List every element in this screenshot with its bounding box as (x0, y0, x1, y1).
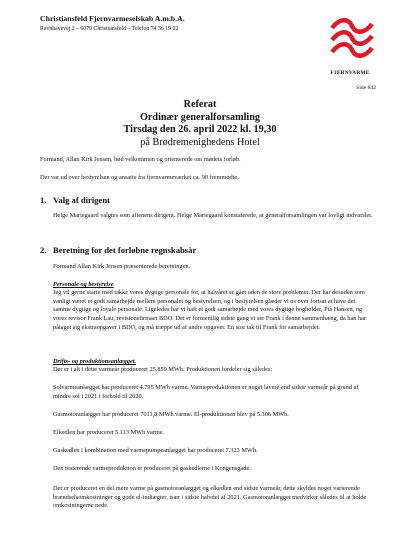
intro-paragraph-1: Formand, Allan Kirk Jensen, bød velkommen og orienterede om mødets forløb. (40, 156, 241, 163)
section-1-text: Helge Mariegaard valgtes som aftenens dirigent. Helge Mariegaard konstaterede, at generalforsamlingen var lovligt indvarslet. (53, 212, 373, 219)
intro-paragraph-2: Der var ud over bestyrelsen og ansatte fra fjernvarmeværket ca. 90 fremmødte. (40, 174, 239, 181)
section-2-title: Beretning for det forløbne regnskabsår (53, 245, 197, 255)
personale-text: Jeg vil gerne starte med takke vores dygtige personale for, at halvåret er gået uden de store problemer. Der har desuden som vanligt været et godt samarbejde mellem personalet og bestyrelsen, og i bestyrelsen glæder vi os over fortsat at have det samme dygtige og loyale personale. Ligeledes har vi haft et godt samarbejde med vores dygtige bogholder, Pia Hansen, og vores revisor Frank Lau, revisionsfirmaet BDO. Det er formentlig sidste gang vi ser Frank i denne sammenhæng, da han har påtaget sig ekstraopgaver i BDO, og må træppe ud af andre opgaver. En stor tak til Frank for samarbejdet. (53, 289, 367, 331)
title-meeting: Ordinær generalforsamling (139, 111, 261, 123)
title-date: Tirsdag den 26. april 2022 kl. 19,30 (123, 124, 277, 135)
section-1-number: 1. (40, 195, 47, 205)
section-2-intro: Formand Allan Kirk Jensen præsenterede beretningen. (53, 263, 191, 270)
subheading-personale: Personale og bestyrelse (53, 281, 114, 288)
drift-text: Der er i alt i dette varmeår produceret 25.859 MWh. Produktionen fordeler sig således: (53, 366, 273, 373)
gasmotor-paragraph: Gasmotoranlægget har produceret 7011,8 MWh varme. El-produktionen blev på 5.306 MWh. (53, 411, 289, 418)
company-name: Christiansfeld Fjernvarmeselskab A.m.b.A. (40, 14, 185, 23)
rest-paragraph: Den resterende varmeproduktion er produceret på gaskedlerne i Kongensgade. (53, 465, 251, 472)
page-number: Side 842 (356, 85, 376, 91)
fjernvarme-logo-icon (328, 14, 376, 64)
section-1-title: Valg af dirigent (53, 195, 110, 205)
solar-paragraph: Solvarmeanlægget har produceret 4.795 MWh varme. Varmeproduktionen er noget lavere end sidste varmeår på grund af mindre sol i 2021 i forhold til 2020. (53, 384, 359, 400)
title-referat: Referat (183, 99, 217, 110)
subheading-drift: Drifts- og produktionsanlægget. (53, 358, 137, 365)
elkedel-paragraph: Elkedlen har produceret 5.113 MWh varme. (53, 429, 165, 436)
last-paragraph: Der er produceret en del mere varme på gasmotoranlægget og elkedlen end sidste varmeår, dette skyldes noget varierende brændselsomkostninger og gode el-indtægter, især i sidste halvdel af 2021. Gasmotoranlægget medvirker således til at holde omkostningerne nede. (53, 485, 367, 510)
title-block (0, 99, 400, 149)
gaskedel-paragraph: Gaskedlen i kombination med varmepumpeanlægget har produceret 7.323 MWh. (53, 447, 258, 454)
company-address: Ravnhavevej 2 – 6070 Christiansfeld – Telefon 74 56 19 02 (40, 26, 179, 32)
title-venue: på Brødremenighedens Hotel (140, 136, 260, 148)
logo-text: FJERNVARME (330, 70, 370, 76)
section-2-number: 2. (40, 245, 47, 255)
